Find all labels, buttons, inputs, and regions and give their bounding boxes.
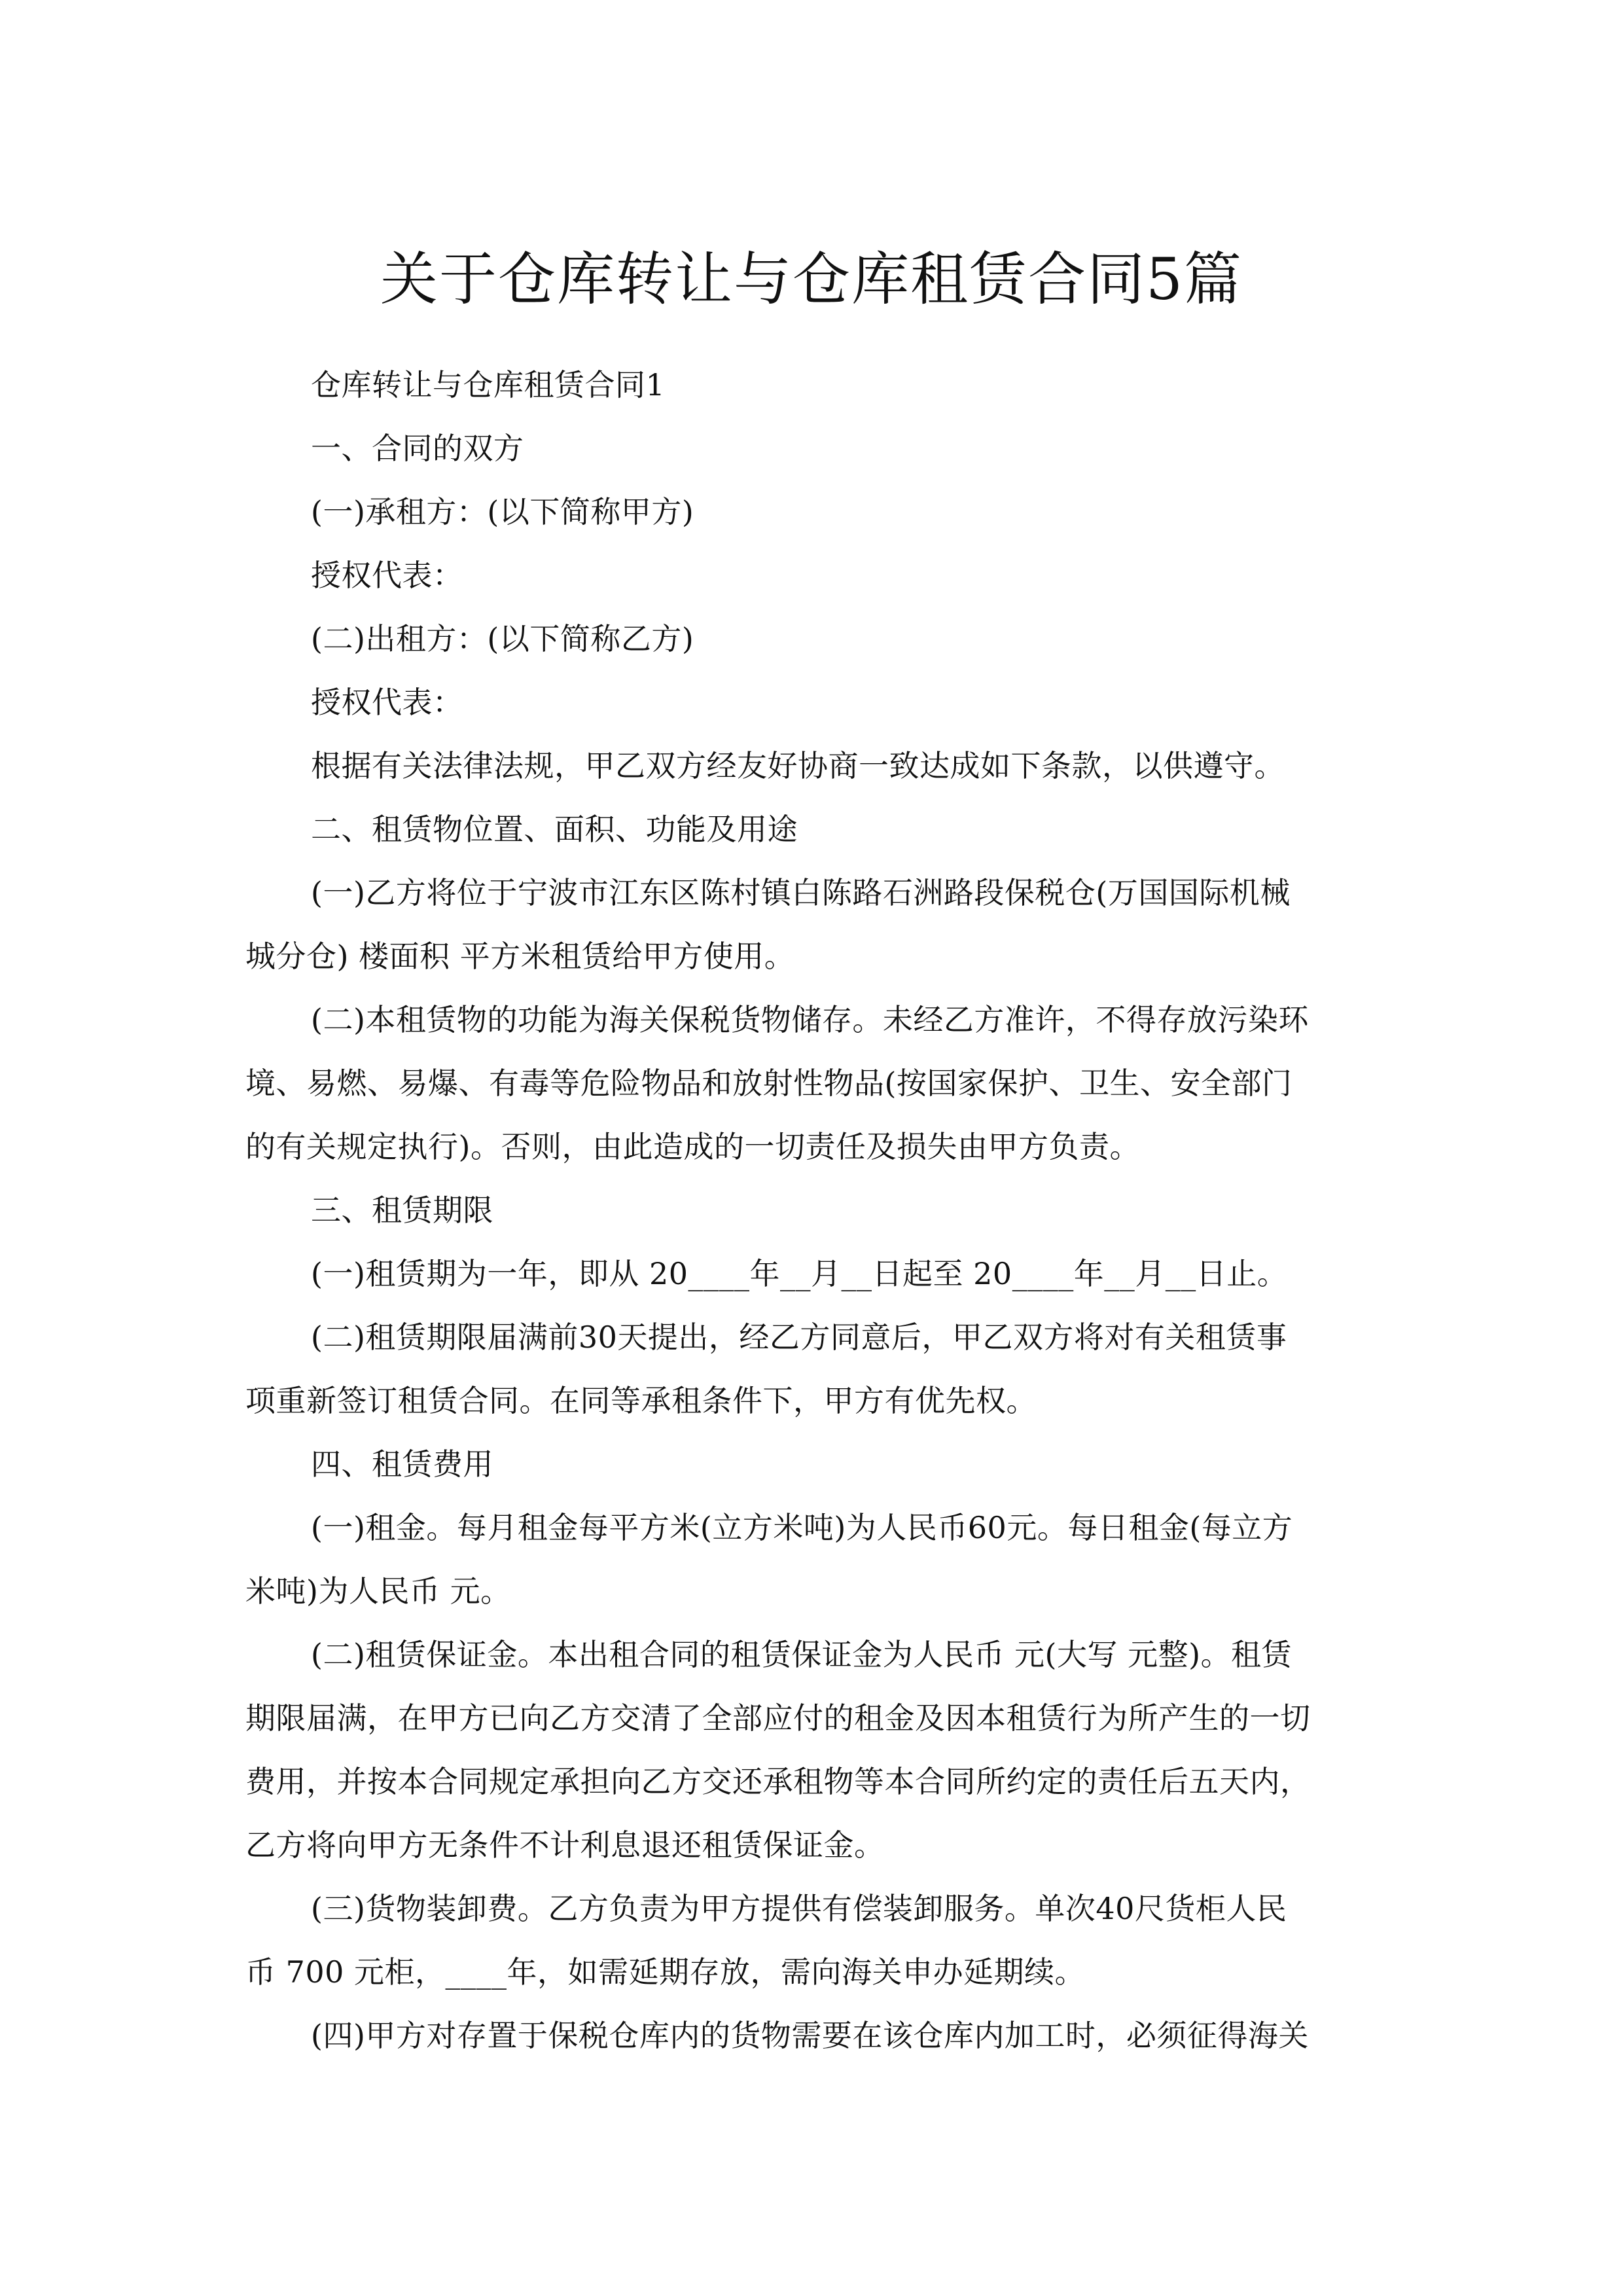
paragraph-lessor-rep: 授权代表： xyxy=(311,685,463,720)
document-body xyxy=(245,353,1381,2068)
section-heading-term: 三、租赁期限 xyxy=(311,1193,493,1228)
paragraph-handling-fee: (三)货物装卸费。乙方负责为甲方提供有偿装卸服务。单次40尺货柜人民 xyxy=(311,1891,1287,1926)
paragraph-rent-cont: 米吨)为人民币 元。 xyxy=(245,1573,511,1609)
paragraph-location-1-cont: 城分仓) 楼面积 平方米租赁给甲方使用。 xyxy=(245,939,795,974)
section-heading-contract-1: 仓库转让与仓库租赁合同1 xyxy=(311,367,666,403)
paragraph-deposit-cont-2: 费用，并按本合同规定承担向乙方交还承租物等本合同所约定的责任后五天内， xyxy=(245,1764,1311,1799)
paragraph-lessee-rep: 授权代表： xyxy=(311,558,463,593)
paragraph-term-2: (二)租赁期限届满前30天提出，经乙方同意后，甲乙双方将对有关租赁事 xyxy=(311,1319,1287,1355)
paragraph-function-cont-1: 境、易燃、易爆、有毒等危险物品和放射性物品(按国家保护、卫生、安全部门 xyxy=(245,1066,1293,1101)
paragraph-deposit-cont-3: 乙方将向甲方无条件不计利息退还租赁保证金。 xyxy=(245,1827,885,1863)
paragraph-deposit-cont-1: 期限届满，在甲方已向乙方交清了全部应付的租金及因本租赁行为所产生的一切 xyxy=(245,1700,1311,1736)
paragraph-term-1: (一)租赁期为一年，即从 20____年__月__日起至 20____年__月__日止。 xyxy=(311,1256,1288,1291)
paragraph-rent: (一)租金。每月租金每平方米(立方米吨)为人民币60元。每日租金(每立方 xyxy=(311,1510,1293,1545)
paragraph-function-cont-2: 的有关规定执行)。否则，由此造成的一切责任及损失由甲方负责。 xyxy=(245,1129,1140,1164)
paragraph-deposit: (二)租赁保证金。本出租合同的租赁保证金为人民币 元(大写 元整)。租赁 xyxy=(311,1637,1293,1672)
paragraph-handling-fee-cont: 币 700 元柜，____年，如需延期存放，需向海关申办延期续。 xyxy=(245,1954,1086,1990)
paragraph-term-2-cont: 项重新签订租赁合同。在同等承租条件下，甲方有优先权。 xyxy=(245,1383,1037,1418)
paragraph-preamble: 根据有关法律法规，甲乙双方经友好协商一致达成如下条款，以供遵守。 xyxy=(311,748,1285,783)
paragraph-lessor: (二)出租方：(以下简称乙方) xyxy=(311,621,694,656)
section-heading-location: 二、租赁物位置、面积、功能及用途 xyxy=(311,812,798,847)
paragraph-processing: (四)甲方对存置于保税仓库内的货物需要在该仓库内加工时，必须征得海关 xyxy=(311,2018,1309,2053)
paragraph-location-1: (一)乙方将位于宁波市江东区陈村镇白陈路石洲路段保税仓(万国国际机械 xyxy=(311,875,1291,910)
paragraph-function: (二)本租赁物的功能为海关保税货物储存。未经乙方准许，不得存放污染环 xyxy=(311,1002,1309,1037)
paragraph-lessee: (一)承租方：(以下简称甲方) xyxy=(311,494,694,529)
section-heading-parties: 一、合同的双方 xyxy=(311,431,524,466)
document-title: 关于仓库转让与仓库租赁合同5篇 xyxy=(380,245,1243,313)
section-heading-fees: 四、租赁费用 xyxy=(311,1446,493,1482)
